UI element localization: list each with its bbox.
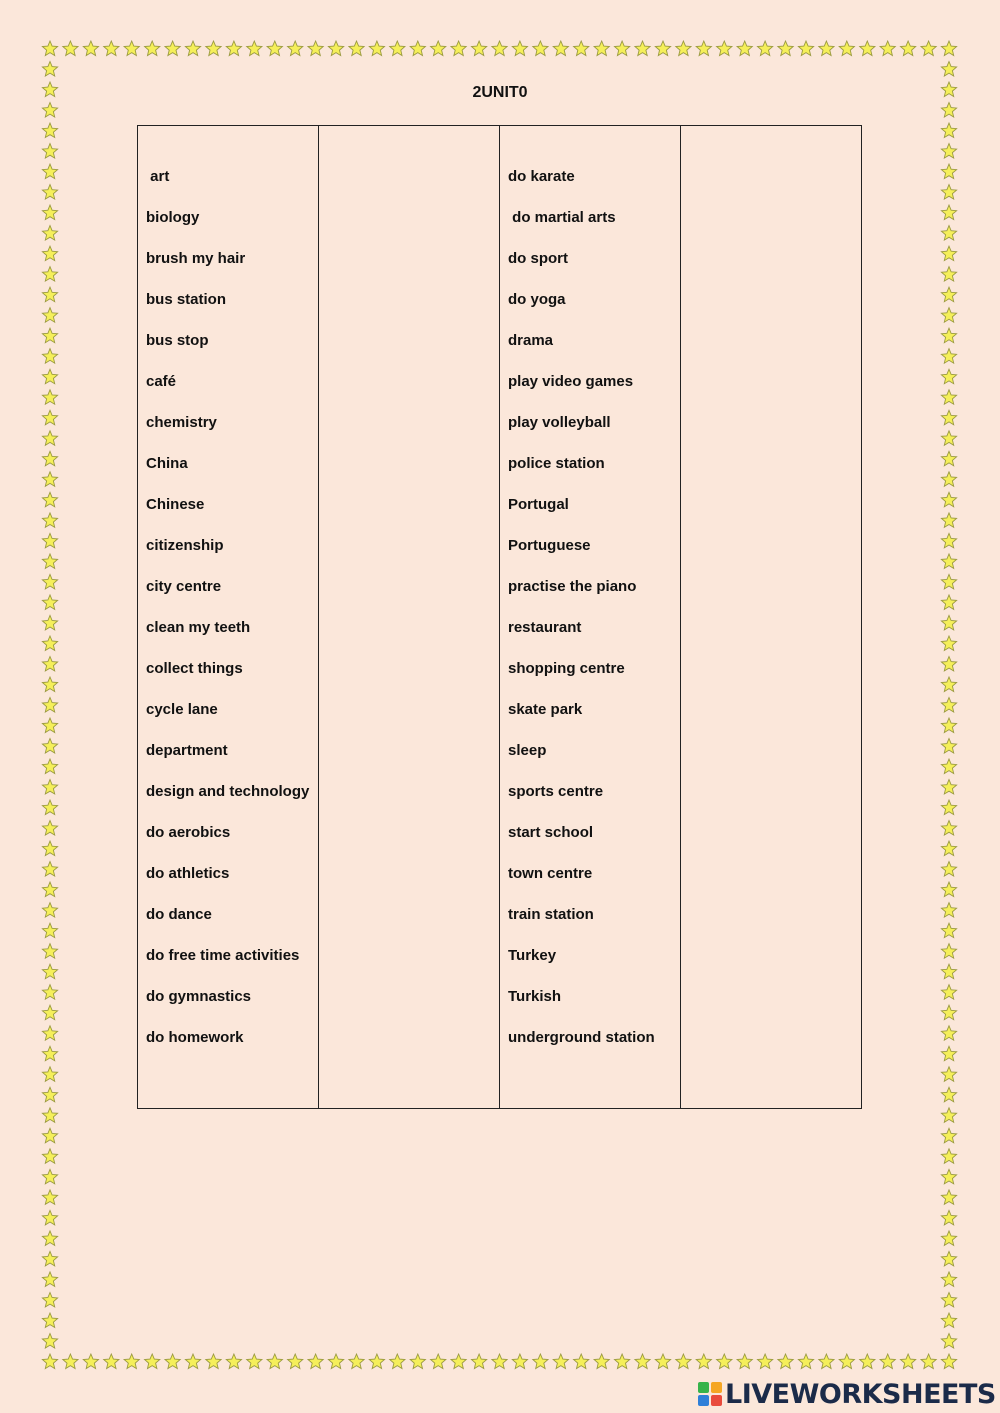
vocab-word: Turkey	[508, 947, 557, 964]
vocab-word: drama	[508, 332, 554, 349]
star-icon	[42, 451, 57, 466]
star-icon	[42, 574, 57, 589]
vocab-word: cycle lane	[146, 701, 218, 718]
star-icon	[941, 369, 956, 383]
star-icon	[921, 41, 936, 56]
vocab-word: bus station	[146, 291, 227, 308]
vocab-word: sports centre	[508, 783, 604, 800]
star-icon	[42, 1169, 57, 1183]
star-icon	[472, 41, 487, 56]
star-icon	[696, 1354, 711, 1369]
star-icon	[104, 41, 119, 56]
star-icon	[83, 41, 98, 56]
star-icon	[758, 1354, 773, 1369]
star-icon	[42, 1210, 57, 1225]
star-icon	[798, 1354, 813, 1369]
star-icon	[941, 1026, 956, 1040]
star-icon	[42, 1231, 57, 1246]
star-icon	[42, 1190, 57, 1204]
star-icon	[165, 41, 180, 56]
star-icon	[941, 636, 956, 650]
vocab-word: brush my hair	[146, 250, 246, 267]
star-icon	[472, 1354, 487, 1369]
star-icon	[42, 615, 57, 630]
star-icon	[42, 123, 57, 137]
star-icon	[941, 492, 956, 507]
star-icon	[574, 1354, 589, 1369]
star-icon	[431, 41, 446, 56]
vocab-word: practise the piano	[508, 578, 637, 595]
star-icon	[941, 62, 956, 77]
star-icon	[941, 759, 956, 774]
star-icon	[941, 882, 956, 897]
vocab-word: do homework	[146, 1029, 244, 1046]
star-icon	[941, 677, 956, 692]
star-icon	[941, 41, 956, 56]
star-icon	[42, 144, 57, 159]
star-icon	[941, 595, 956, 610]
star-icon	[553, 41, 568, 56]
star-icon	[839, 1354, 854, 1369]
star-icon	[941, 1354, 956, 1369]
star-icon	[42, 595, 57, 610]
vocab-word: Turkish	[508, 988, 562, 1005]
star-icon	[42, 862, 57, 877]
star-icon	[737, 41, 752, 56]
vocab-word: do aerobics	[146, 824, 231, 841]
star-icon	[941, 1210, 956, 1225]
vocab-word: shopping centre	[508, 660, 625, 677]
star-icon	[410, 41, 425, 56]
star-icon	[941, 780, 956, 794]
vocab-word: sleep	[508, 742, 547, 759]
star-icon	[533, 41, 548, 56]
star-icon	[717, 1354, 732, 1369]
star-icon	[42, 513, 57, 527]
star-icon	[941, 246, 956, 260]
star-icon	[104, 1354, 119, 1369]
star-icon	[941, 472, 956, 487]
vocab-word: Portuguese	[508, 537, 591, 554]
logo-text: LIVEWORKSHEETS	[725, 1378, 996, 1410]
star-icon	[594, 41, 609, 56]
star-icon	[63, 41, 78, 56]
star-icon	[941, 1169, 956, 1183]
star-icon	[42, 164, 57, 179]
star-icon	[941, 164, 956, 179]
star-icon	[145, 41, 160, 56]
star-icon	[941, 1251, 956, 1266]
star-icon	[941, 267, 956, 281]
star-icon	[717, 41, 732, 56]
star-icon	[42, 554, 57, 569]
star-icon	[42, 759, 57, 774]
star-icon	[941, 1005, 956, 1020]
star-icon	[42, 62, 57, 77]
star-icon	[941, 821, 956, 836]
star-icon	[42, 185, 57, 200]
word-list-2	[500, 126, 680, 1070]
vocab-word: Chinese	[146, 496, 205, 513]
star-icon	[206, 41, 221, 56]
star-icon	[247, 1354, 262, 1369]
star-icon	[42, 349, 57, 364]
vocab-word: China	[146, 455, 188, 472]
star-icon	[941, 574, 956, 589]
vocab-word: start school	[508, 824, 594, 841]
star-icon	[42, 1313, 57, 1327]
star-icon	[492, 1354, 507, 1369]
star-icon	[860, 1354, 875, 1369]
vocab-word: underground station	[508, 1029, 655, 1046]
word-column-1	[138, 126, 319, 1108]
star-icon	[941, 964, 956, 979]
vocab-word: Portugal	[508, 496, 569, 513]
star-icon	[226, 41, 241, 56]
star-icon	[941, 554, 956, 569]
answer-column-1	[319, 126, 500, 1108]
vocab-word: art	[146, 168, 170, 185]
star-icon	[185, 1354, 200, 1369]
star-icon	[42, 1128, 57, 1143]
word-column-2	[500, 126, 681, 1108]
star-icon	[941, 123, 956, 137]
star-icon	[941, 1190, 956, 1204]
vocab-word: play video games	[508, 373, 634, 390]
star-icon	[941, 1293, 956, 1307]
vocab-word: chemistry	[146, 414, 217, 431]
vocab-word: design and technology	[146, 783, 310, 800]
star-icon	[308, 1354, 323, 1369]
star-icon	[42, 472, 57, 487]
star-icon	[42, 390, 57, 404]
star-icon	[941, 533, 956, 547]
answer-column-2	[681, 126, 861, 1108]
star-icon	[42, 328, 57, 343]
vocab-word: do karate	[508, 168, 575, 185]
star-icon	[369, 41, 384, 56]
star-icon	[42, 636, 57, 650]
answer-list-2	[681, 126, 861, 168]
liveworksheets-logo[interactable]	[698, 1377, 996, 1411]
star-icon	[839, 41, 854, 56]
star-icon	[431, 1354, 446, 1369]
star-icon	[165, 1354, 180, 1369]
vocabulary-table	[137, 125, 862, 1109]
star-icon	[941, 1313, 956, 1327]
star-icon	[42, 677, 57, 692]
star-icon	[860, 41, 875, 56]
star-icon	[921, 1354, 936, 1369]
star-icon	[676, 41, 691, 56]
star-icon	[42, 903, 57, 917]
vocab-word: collect things	[146, 660, 243, 677]
star-icon	[42, 1334, 57, 1349]
star-icon	[615, 41, 630, 56]
star-icon	[655, 41, 670, 56]
vocab-word: department	[146, 742, 228, 759]
star-icon	[941, 1067, 956, 1082]
star-icon	[42, 964, 57, 979]
star-icon	[63, 1354, 78, 1369]
star-icon	[901, 41, 916, 56]
star-icon	[941, 103, 956, 118]
star-icon	[941, 1128, 956, 1143]
star-icon	[83, 1354, 98, 1369]
star-icon	[941, 205, 956, 220]
star-icon	[267, 41, 282, 56]
star-icon	[941, 800, 956, 815]
vocab-word: biology	[146, 209, 200, 226]
star-icon	[758, 41, 773, 56]
star-icon	[308, 41, 323, 56]
star-icon	[941, 841, 956, 856]
star-icon	[635, 1354, 650, 1369]
star-icon	[778, 41, 793, 56]
star-icon	[42, 1046, 57, 1060]
star-icon	[880, 41, 895, 56]
star-icon	[42, 369, 57, 383]
star-icon	[941, 390, 956, 404]
vocab-word: police station	[508, 455, 605, 472]
star-icon	[42, 1026, 57, 1040]
star-icon	[676, 1354, 691, 1369]
star-icon	[42, 1251, 57, 1266]
star-icon	[42, 287, 57, 302]
star-icon	[42, 923, 57, 937]
star-icon	[880, 1354, 895, 1369]
star-icon	[819, 41, 834, 56]
star-icon	[737, 1354, 752, 1369]
star-icon	[226, 1354, 241, 1369]
star-icon	[941, 328, 956, 343]
star-icon	[42, 226, 57, 241]
star-icon	[615, 1354, 630, 1369]
star-icon	[941, 739, 956, 754]
star-icon	[941, 1149, 956, 1164]
star-icon	[941, 1334, 956, 1349]
vocab-word: train station	[508, 906, 594, 923]
star-icon	[42, 246, 57, 260]
star-icon	[349, 41, 364, 56]
star-icon	[42, 841, 57, 856]
vocab-word: do sport	[508, 250, 568, 267]
vocab-word: do athletics	[146, 865, 230, 882]
star-icon	[42, 267, 57, 281]
star-icon	[390, 1354, 405, 1369]
star-icon	[655, 1354, 670, 1369]
star-icon	[941, 451, 956, 466]
star-icon	[451, 41, 466, 56]
vocab-word: café	[146, 373, 177, 390]
star-icon	[288, 41, 303, 56]
star-icon	[42, 657, 57, 671]
star-icon	[941, 144, 956, 159]
star-icon	[42, 492, 57, 507]
vocab-word: do gymnastics	[146, 988, 252, 1005]
star-icon	[941, 718, 956, 733]
star-icon	[42, 1087, 57, 1102]
star-icon	[328, 1354, 343, 1369]
star-icon	[941, 513, 956, 527]
star-icon	[42, 410, 57, 425]
star-icon	[941, 862, 956, 877]
star-icon	[512, 41, 527, 56]
star-icon	[594, 1354, 609, 1369]
star-icon	[42, 431, 57, 446]
star-icon	[941, 1046, 956, 1060]
star-icon	[42, 698, 57, 713]
star-icon	[635, 41, 650, 56]
star-icon	[145, 1354, 160, 1369]
star-icon	[185, 41, 200, 56]
star-icon	[124, 41, 139, 56]
star-icon	[941, 1231, 956, 1246]
vocab-word: citizenship	[146, 537, 224, 554]
vocab-word: skate park	[508, 701, 583, 718]
star-icon	[941, 185, 956, 200]
star-icon	[288, 1354, 303, 1369]
star-icon	[247, 41, 262, 56]
star-icon	[941, 349, 956, 364]
star-icon	[42, 1354, 57, 1369]
star-icon	[941, 431, 956, 446]
star-icon	[941, 1108, 956, 1123]
star-icon	[696, 41, 711, 56]
star-icon	[778, 1354, 793, 1369]
star-icon	[42, 103, 57, 118]
star-icon	[941, 287, 956, 302]
star-icon	[512, 1354, 527, 1369]
vocab-word: do martial arts	[508, 209, 616, 226]
star-icon	[206, 1354, 221, 1369]
star-icon	[42, 882, 57, 897]
star-icon	[42, 821, 57, 836]
star-icon	[267, 1354, 282, 1369]
star-icon	[42, 800, 57, 815]
star-icon	[42, 780, 57, 794]
vocab-word: play volleyball	[508, 414, 611, 431]
star-icon	[492, 41, 507, 56]
star-icon	[42, 1293, 57, 1307]
star-icon	[42, 718, 57, 733]
star-icon	[901, 1354, 916, 1369]
star-icon	[42, 1272, 57, 1287]
star-icon	[941, 985, 956, 1000]
star-icon	[328, 41, 343, 56]
answer-list-1	[319, 126, 499, 168]
star-icon	[941, 226, 956, 241]
star-icon	[941, 1272, 956, 1287]
star-icon	[42, 308, 57, 323]
star-icon	[42, 1005, 57, 1020]
star-icon	[410, 1354, 425, 1369]
word-list-1	[138, 126, 318, 1070]
star-icon	[533, 1354, 548, 1369]
star-icon	[42, 41, 57, 56]
star-icon	[369, 1354, 384, 1369]
worksheet-title: 2UNIT0	[472, 84, 528, 101]
star-icon	[941, 615, 956, 630]
star-icon	[941, 657, 956, 671]
star-icon	[941, 923, 956, 937]
star-icon	[42, 1149, 57, 1164]
star-icon	[941, 903, 956, 917]
star-icon	[941, 1087, 956, 1102]
star-icon	[819, 1354, 834, 1369]
vocab-word: do free time activities	[146, 947, 300, 964]
vocab-word: bus stop	[146, 332, 209, 349]
star-icon	[941, 410, 956, 425]
star-icon	[124, 1354, 139, 1369]
star-icon	[451, 1354, 466, 1369]
star-icon	[553, 1354, 568, 1369]
star-icon	[574, 41, 589, 56]
star-icon	[42, 533, 57, 547]
vocab-word: do dance	[146, 906, 212, 923]
vocab-word: town centre	[508, 865, 593, 882]
star-icon	[941, 698, 956, 713]
liveworksheets-logo-icon	[698, 1382, 722, 1406]
star-icon	[349, 1354, 364, 1369]
star-icon	[42, 985, 57, 1000]
vocab-word: restaurant	[508, 619, 582, 636]
star-icon	[42, 944, 57, 959]
star-icon	[941, 308, 956, 323]
star-icon	[390, 41, 405, 56]
vocab-word: city centre	[146, 578, 222, 595]
vocab-word: clean my teeth	[146, 619, 251, 636]
vocab-word: do yoga	[508, 291, 566, 308]
star-icon	[798, 41, 813, 56]
star-icon	[42, 1067, 57, 1082]
star-icon	[42, 1108, 57, 1123]
star-icon	[941, 944, 956, 959]
star-icon	[42, 739, 57, 754]
star-icon	[42, 205, 57, 220]
